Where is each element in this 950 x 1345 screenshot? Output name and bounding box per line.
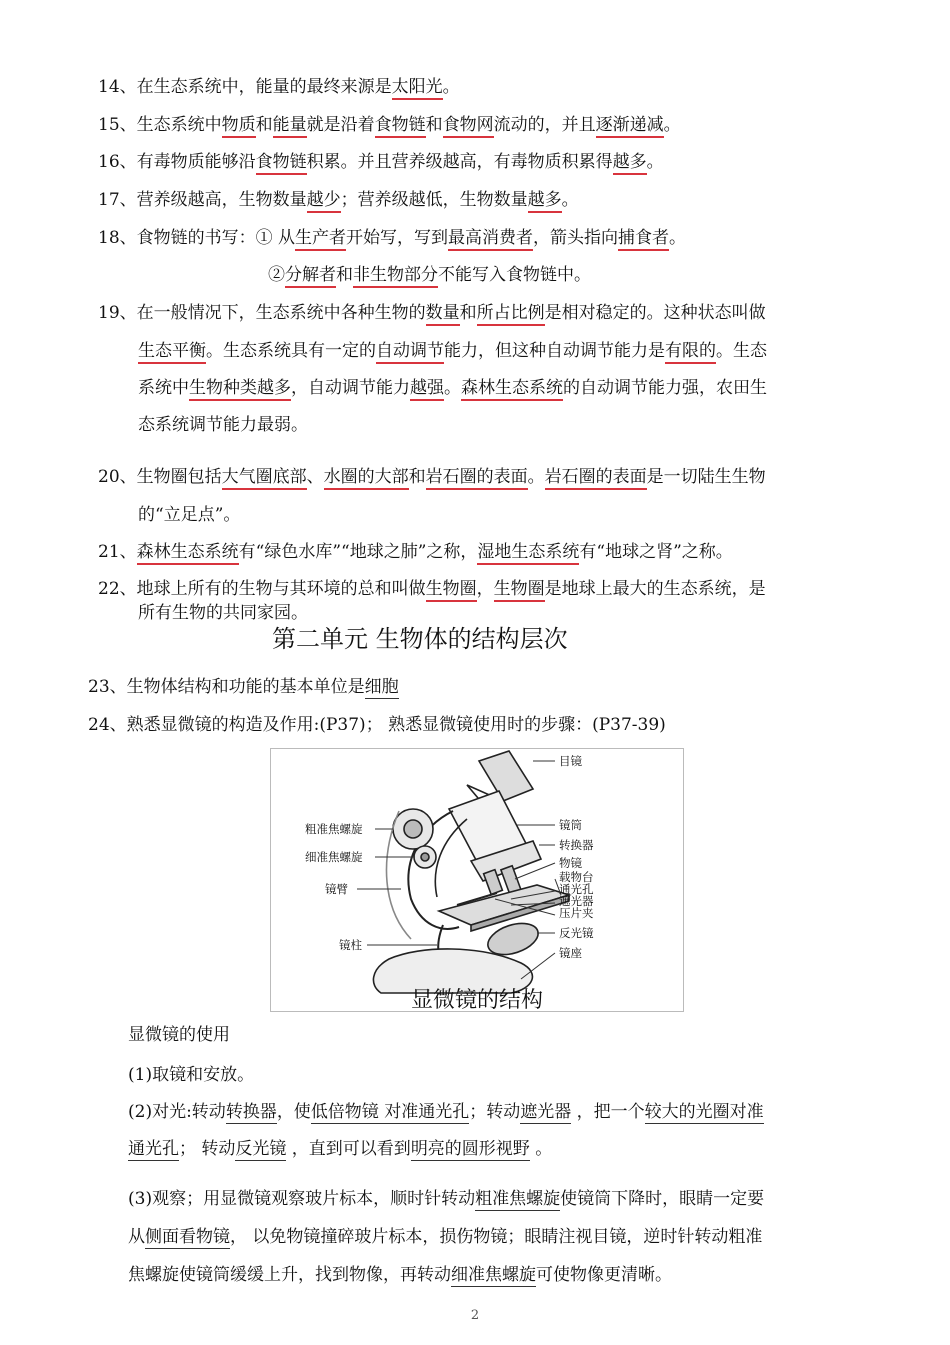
item-18-line-2: ②分解者和非生物部分不能写入食物链中。 [268, 264, 591, 286]
microscope-diagram [271, 749, 683, 1011]
item-16: 16、有毒物质能够沿食物链积累。并且营养级越高，有毒物质积累得越多。 [98, 151, 664, 173]
label-base: 镜座 [559, 946, 582, 960]
usage-step-2-line-2: 通光孔； 转动反光镜 ，直到可以看到明亮的圆形视野 。 [128, 1139, 553, 1159]
usage-step-1: (1)取镜和安放。 [128, 1065, 255, 1085]
item-17: 17、营养级越高，生物数量越少；营养级越低，生物数量越多。 [98, 189, 579, 211]
figure-caption: 显微镜的结构 [410, 988, 544, 1011]
usage-step-2-line-1: (2)对光:转动转换器，使低倍物镜 对准通光孔；转动遮光器 ，把一个较大的光圈对准 [128, 1102, 764, 1122]
item-20-line-2: 的“立足点”。 [138, 505, 241, 525]
usage-step-3-line-1: (3)观察；用显微镜观察玻片标本，顺时针转动粗准焦螺旋使镜筒下降时，眼睛一定要 [128, 1189, 765, 1209]
usage-step-3-line-3: 焦螺旋使镜筒缓缓上升，找到物像，再转动细准焦螺旋可使物像更清晰。 [128, 1265, 672, 1285]
label-pillar: 镜柱 [339, 938, 362, 952]
item-14: 14、在生态系统中，能量的最终来源是太阳光。 [98, 76, 460, 98]
label-coarse-knob: 粗准焦螺旋 [305, 822, 363, 836]
item-18-line-1: 18、食物链的书写：① 从生产者开始写，写到最高消费者，箭头指向捕食者。 [98, 227, 686, 249]
item-22-line-2: 所有生物的共同家园。 [138, 603, 308, 623]
label-fine-knob: 细准焦螺旋 [305, 850, 363, 864]
item-19-line-3: 系统中生物种类越多，自动调节能力越强。森林生态系统的自动调节能力强，农田生 [138, 377, 767, 399]
label-stage: 载物台 [559, 870, 594, 884]
item-21: 21、森林生态系统有“绿色水库”“地球之肺”之称，湿地生态系统有“地球之肾”之称。 [98, 541, 733, 563]
item-23: 23、生物体结构和功能的基本单位是细胞 [88, 677, 399, 697]
item-19-line-2: 生态平衡。生态系统具有一定的自动调节能力，但这种自动调节能力是有限的。生态 [138, 340, 767, 362]
label-mirror: 反光镜 [559, 926, 594, 940]
label-eyepiece: 目镜 [559, 754, 582, 768]
item-20-line-1: 20、生物圈包括大气圈底部、水圈的大部和岩石圈的表面。岩石圈的表面是一切陆生生物 [98, 466, 766, 488]
usage-title: 显微镜的使用 [128, 1025, 230, 1045]
label-diaphragm: 遮光器 [559, 894, 594, 908]
microscope-figure [270, 748, 684, 1012]
item-19-line-1: 19、在一般情况下，生态系统中各种生物的数量和所占比例是相对稳定的。这种状态叫做 [98, 302, 766, 324]
label-stage-clip: 压片夹 [559, 906, 594, 920]
label-nosepiece: 转换器 [559, 838, 594, 852]
unit-heading: 第二单元 生物体的结构层次 [272, 625, 568, 653]
page-number: 2 [470, 1308, 480, 1323]
item-15: 15、生态系统中物质和能量就是沿着食物链和食物网流动的，并且逐渐递减。 [98, 114, 681, 136]
label-aperture: 通光孔 [559, 882, 594, 896]
item-19-line-4: 态系统调节能力最弱。 [138, 415, 308, 435]
usage-step-3-line-2: 从侧面看物镜， 以免物镜撞碎玻片标本，损伤物镜；眼睛注视目镜，逆时针转动粗准 [128, 1227, 763, 1247]
item-22-line-1: 22、地球上所有的生物与其环境的总和叫做生物圈，生物圈是地球上最大的生态系统，是 [98, 578, 766, 600]
label-arm: 镜臂 [325, 882, 348, 896]
label-tube: 镜筒 [559, 818, 582, 832]
label-objective: 物镜 [559, 856, 582, 870]
item-24: 24、熟悉显微镜的构造及作用:(P37)； 熟悉显微镜使用时的步骤：(P37-39) [88, 715, 666, 735]
